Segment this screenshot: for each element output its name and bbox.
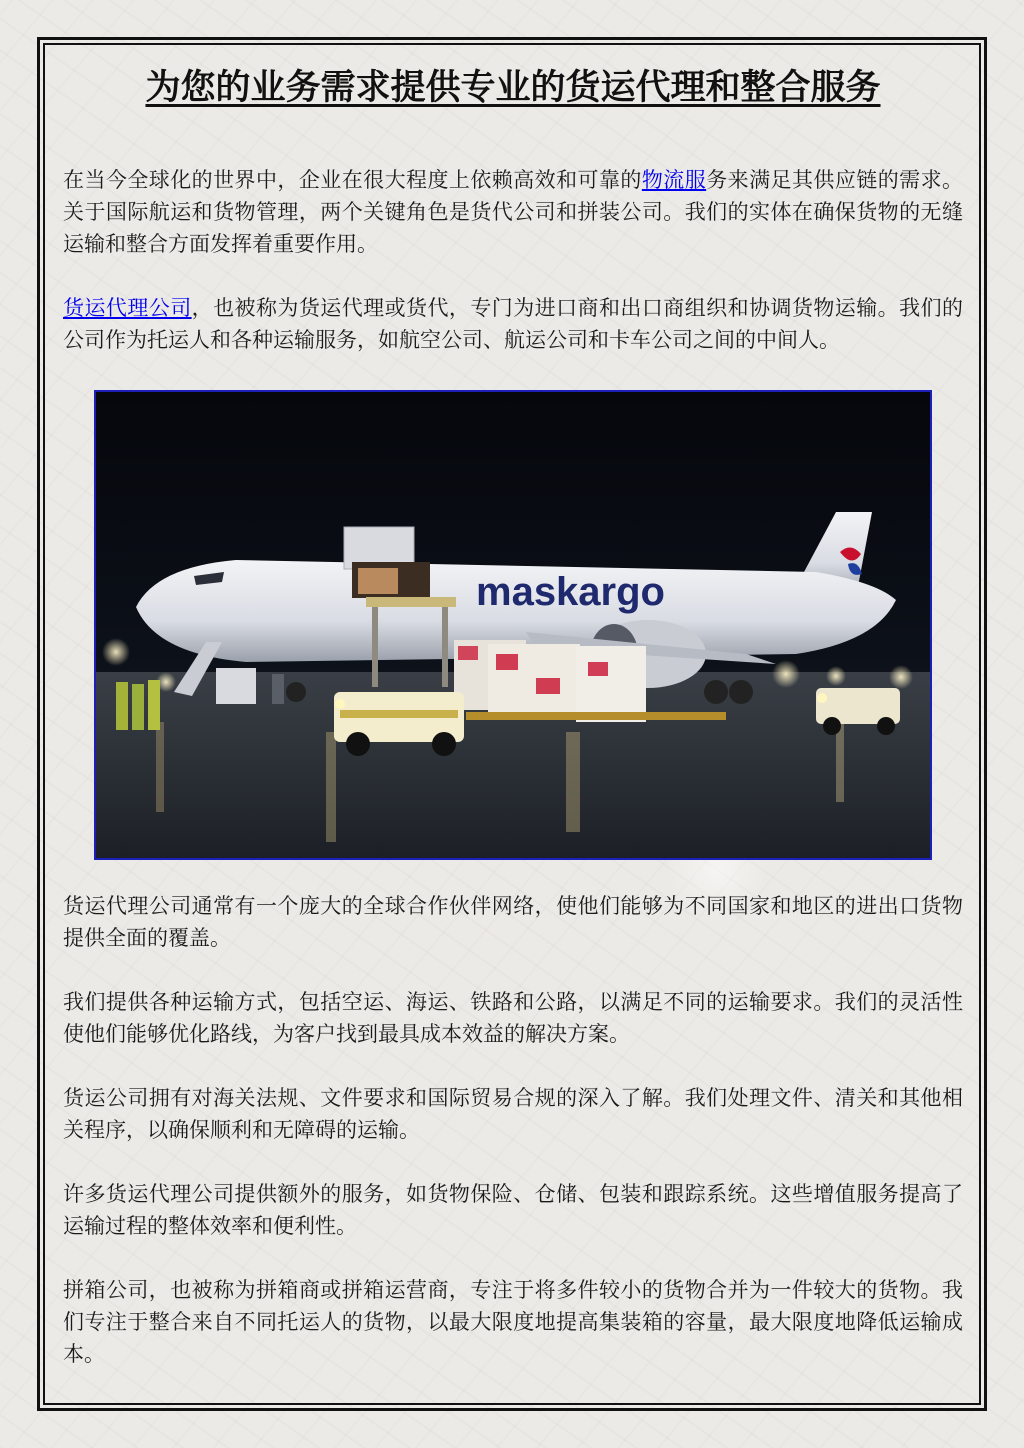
paragraph-consolidation: 拼箱公司，也被称为拼箱商或拼箱运营商，专注于将多件较小的货物合并为一件较大的货物。我们专注于整合来自不同托运人的货物，以最大限度地提高集装箱的容量，最大限度地降低运输成本。 — [63, 1278, 963, 1366]
freight-forwarder-link[interactable]: 货运代理公司 — [63, 296, 192, 320]
cargo-pallet-in-hold — [358, 568, 398, 594]
article — [63, 60, 963, 1370]
logistics-service-link[interactable]: 物流服 — [641, 168, 707, 192]
paragraph-intro-text-after: 务来满足其供应链的需求。关于国际航运和货物管理，两个关键角色是货代公司和拼装公司。我们的实体在确保货物的无缝运输和整合方面发挥着重要作用。 — [63, 168, 964, 256]
paragraph-forwarder-definition — [63, 292, 963, 356]
paragraph-intro — [63, 164, 963, 260]
paragraph-customs: 货运公司拥有对海关法规、文件要求和国际贸易合规的深入了解。我们处理文件、清关和其他相关程序，以确保顺利和无障碍的运输。 — [63, 1086, 963, 1142]
paragraph-intro-text-before: 在当今全球化的世界中，企业在很大程度上依赖高效和可靠的 — [63, 168, 642, 192]
cargo-plane-photo — [94, 390, 932, 860]
page-title: 为您的业务需求提供专业的货运代理和整合服务 — [145, 67, 881, 108]
paragraph-global-network: 货运代理公司通常有一个庞大的全球合作伙伴网络，使他们能够为不同国家和地区的进出口货物提供全面的覆盖。 — [63, 894, 963, 950]
cargo-plane-illustration — [96, 392, 930, 858]
maskargo-livery: maskargo — [476, 570, 665, 614]
paragraph-forwarder-text: ，也被称为货运代理或货代，专门为进口商和出口商组织和协调货物运输。我们的公司作为托运人和各种运输服务，如航空公司、航运公司和卡车公司之间的中间人。 — [63, 296, 964, 352]
paragraph-value-added: 许多货运代理公司提供额外的服务，如货物保险、仓储、包装和跟踪系统。这些增值服务提高了运输过程的整体效率和便利性。 — [63, 1182, 963, 1238]
paragraph-transport-modes: 我们提供各种运输方式，包括空运、海运、铁路和公路，以满足不同的运输要求。我们的灵活性使他们能够优化路线，为客户找到最具成本效益的解决方案。 — [63, 990, 963, 1046]
